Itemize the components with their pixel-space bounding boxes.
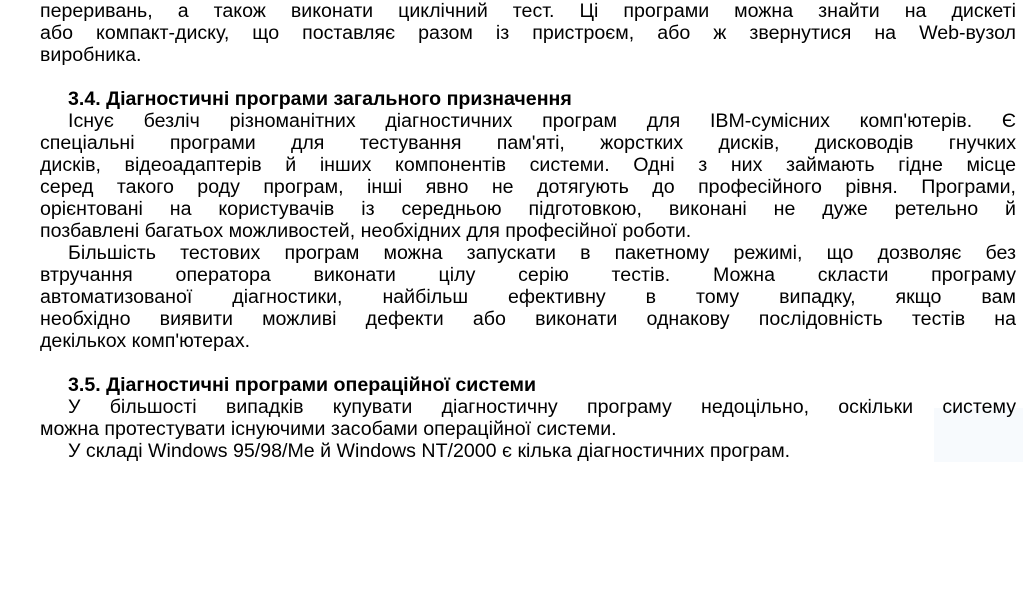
paragraph-gap: [40, 66, 1016, 88]
section-3-4-paragraph-2: [40, 242, 1016, 352]
text-line: декількох комп'ютерах.: [40, 330, 251, 352]
section-3-5-paragraph-1: [40, 396, 1016, 440]
section-3-5: [40, 374, 1016, 462]
text-line: дисків, відеоадаптерів й інших компонентів системи. Одні з них займають гідне місце: [40, 154, 1016, 176]
section-heading: 3.5. Діагностичні програми операційної системи: [68, 374, 537, 396]
text-line: У складі Windows 95/98/Me й Windows NT/2000 є кілька діагностичних програм.: [68, 440, 791, 462]
paragraph-gap: [40, 352, 1016, 374]
section-3-5-paragraph-2: [40, 440, 1016, 462]
text-line: або компакт-диску, що поставляє разом із пристроєм, або ж звернутися на Web-вузол: [40, 22, 1016, 44]
text-line: Більшість тестових програм можна запускати в пакетному режимі, що дозволяє без: [68, 242, 1016, 264]
text-line: серед такого роду програм, інші явно не дотягують до професійного рівня. Програми,: [40, 176, 1016, 198]
text-line: переривань, а також виконати циклічний тест. Ці програми можна знайти на дискеті: [40, 0, 1016, 22]
text-line: можна протестувати існуючими засобами операційної системи.: [40, 418, 617, 440]
text-line: необхідно виявити можливі дефекти або виконати однакову послідовність тестів на: [40, 308, 1016, 330]
text-line: втручання оператора виконати цілу серію тестів. Можна скласти програму: [40, 264, 1016, 286]
text-line: орієнтовані на користувачів із середньою підготовкою, виконані не дуже ретельно й: [40, 198, 1016, 220]
intro-paragraph: [40, 0, 1016, 66]
document-page: [40, 0, 1016, 462]
text-line: Існує безліч різноманітних діагностичних програм для IBM-сумісних комп'ютерів. Є: [68, 110, 1016, 132]
text-line: позбавлені багатьох можливостей, необхідних для професійної роботи.: [40, 220, 692, 242]
text-line: спеціальні програми для тестування пам'яті, жорстких дисків, дисководів гнучких: [40, 132, 1016, 154]
text-line: автоматизованої діагностики, найбільш ефективну в тому випадку, якщо вам: [40, 286, 1016, 308]
section-3-4-paragraph-1: [40, 110, 1016, 242]
section-heading: 3.4. Діагностичні програми загального призначення: [68, 88, 572, 110]
text-line: виробника.: [40, 44, 142, 66]
text-line: У більшості випадків купувати діагностичну програму недоцільно, оскільки систему: [68, 396, 1016, 418]
section-3-4: [40, 88, 1016, 352]
